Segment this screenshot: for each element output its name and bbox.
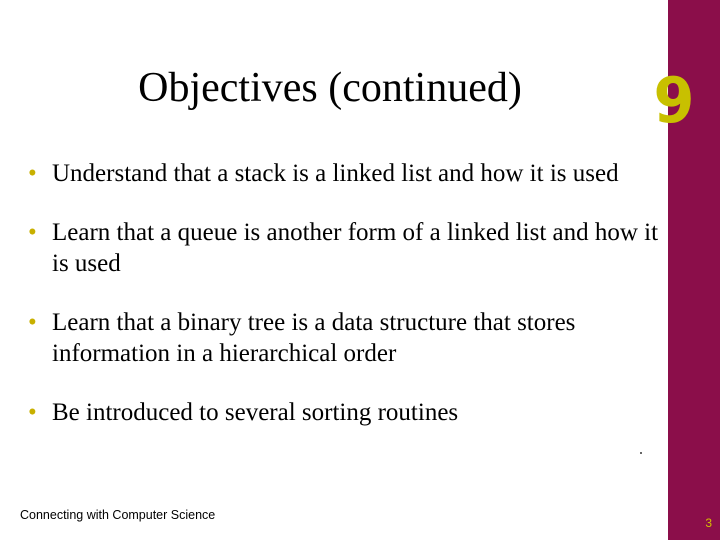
objectives-list [24, 158, 664, 428]
decorative-dot [640, 452, 642, 454]
bullet-text: Learn that a binary tree is a data structure that stores information in a hierarchical order [52, 309, 576, 367]
bullet-icon: • [28, 219, 37, 246]
bullet-icon: • [28, 309, 37, 336]
list-item [24, 397, 664, 428]
list-item [24, 158, 664, 189]
bullet-icon: • [28, 399, 37, 426]
list-item [24, 307, 664, 369]
bullet-text: Understand that a stack is a linked list and how it is used [52, 160, 619, 187]
footer-text: Connecting with Computer Science [20, 508, 216, 522]
page-number: 3 [705, 516, 712, 530]
slide-title: Objectives (continued) [138, 65, 522, 111]
chapter-number: 9 [653, 64, 695, 137]
bullet-icon: • [28, 160, 37, 187]
list-item [24, 217, 664, 279]
bullet-text: Learn that a queue is another form of a linked list and how it is used [52, 219, 659, 277]
bullet-text: Be introduced to several sorting routines [52, 399, 459, 426]
